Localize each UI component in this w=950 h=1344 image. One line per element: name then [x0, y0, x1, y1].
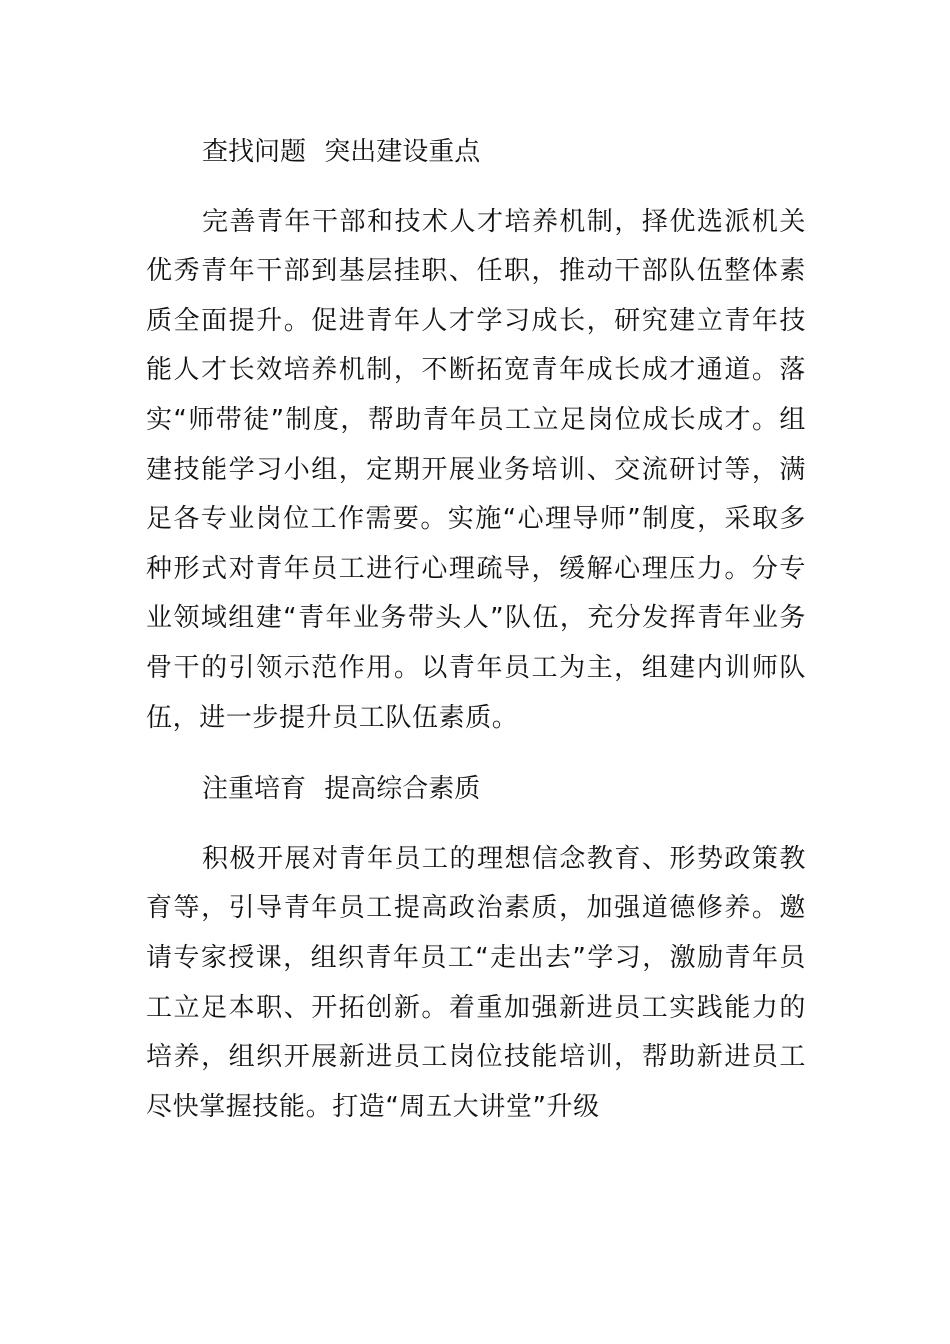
paragraph-text-2: 积极开展对青年员工的理想信念教育、形势政策教育等，引导青年员工提高政治素质，加强道德修养。邀请专家授课，组织青年员工“走出去”学习，激励青年员工立足本职、开拓创新。着重加强新进员工实践能力的培养，组织开展新进员工岗位技能培训，帮助新进员工尽快掌握技能。打造“周五大讲堂”升级	[146, 843, 806, 1122]
section-heading-1: 查找问题 突出建设重点	[202, 137, 481, 167]
section-paragraph-2	[146, 835, 806, 1133]
section-paragraph-1	[146, 198, 806, 744]
document-body	[146, 128, 806, 1132]
paragraph-text-1: 完善青年干部和技术人才培养机制，择优选派机关优秀青年干部到基层挂职、任职，推动干部队伍整体素质全面提升。促进青年人才学习成长，研究建立青年技能人才长效培养机制，不断拓宽青年成长成才通道。落实“师带徒”制度，帮助青年员工立足岗位成长成才。组建技能学习小组，定期开展业务培训、交流研讨等，满足各专业岗位工作需要。实施“心理导师”制度，采取多种形式对青年员工进行心理疏导，缓解心理压力。分专业领域组建“青年业务带头人”队伍，充分发挥青年业务骨干的引领示范作用。以青年员工为主，组建内训师队伍，进一步提升员工队伍素质。	[146, 206, 806, 733]
section-heading-2: 注重培育 提高综合素质	[202, 774, 481, 805]
